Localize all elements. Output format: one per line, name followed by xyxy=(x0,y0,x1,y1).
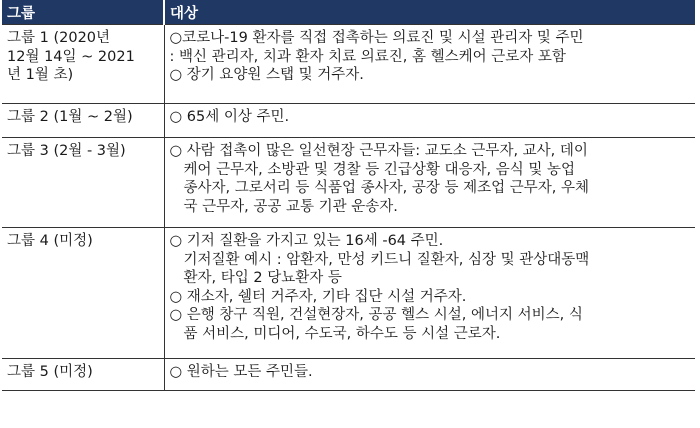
target-cell xyxy=(164,104,695,138)
group-cell xyxy=(2,359,164,391)
table-row-group-1 xyxy=(2,25,695,104)
group-line: 그룹 4 (미정) xyxy=(7,233,93,249)
target-line: 종사자, 그로서리 등 식품업 종사자, 공장 등 제조업 근무자, 우체 xyxy=(183,180,589,196)
target-line: 케어 근무자, 소방관 및 경찰 등 긴급상황 대응자, 음식 및 농업 xyxy=(183,161,575,178)
target-line: 환자, 타입 2 당뇨환자 등 xyxy=(183,270,342,286)
group-line: 그룹 3 (2월 - 3월) xyxy=(7,143,126,159)
target-line: ○ 65세 이상 주민. xyxy=(169,109,290,125)
group-line: 그룹 1 (2020년 xyxy=(7,30,111,46)
header-target: 대상 xyxy=(164,0,695,25)
header-group: 그룹 xyxy=(2,0,164,25)
target-line: 국 근무자, 공공 교통 기관 운송자. xyxy=(183,198,398,215)
table-row-group-3 xyxy=(2,138,695,228)
target-line: 품 서비스, 미디어, 수도국, 하수도 등 시설 근로자. xyxy=(183,325,501,342)
table-header-row xyxy=(2,0,695,25)
group-cell xyxy=(2,138,164,228)
group-line: 그룹 2 (1월 ~ 2월) xyxy=(7,109,133,125)
target-line: ○ 사람 접촉이 많은 일선현장 근무자들: 교도소 근무자, 교사, 데이 xyxy=(169,143,588,159)
target-cell xyxy=(164,359,695,391)
group-line: 그룹 5 (미정) xyxy=(7,364,93,380)
table-row-group-4 xyxy=(2,228,695,359)
target-cell xyxy=(164,25,695,104)
group-cell xyxy=(2,104,164,138)
target-cell xyxy=(164,138,695,228)
group-cell xyxy=(2,25,164,104)
group-line: 년 1월 초) xyxy=(7,67,74,83)
target-line: ○ 재소자, 쉘터 거주자, 기타 집단 시설 거주자. xyxy=(169,288,467,305)
table-row-group-2 xyxy=(2,104,695,138)
target-line: ○ 은행 창구 직원, 건설현장자, 공공 헬스 시설, 에너지 서비스, 식 xyxy=(169,307,583,323)
target-line: ○ 장기 요양원 스탭 및 거주자. xyxy=(169,67,364,83)
table-row-group-5 xyxy=(2,359,695,391)
target-line: ○코로나-19 환자를 직접 접촉하는 의료진 및 시설 관리자 및 주민 xyxy=(169,30,584,46)
target-line: ○ 원하는 모든 주민들. xyxy=(169,364,313,380)
vaccine-priority-table xyxy=(2,0,695,391)
target-cell xyxy=(164,228,695,359)
target-line: 기저질환 예시 : 암환자, 만성 키드니 질환자, 심장 및 관상대동맥 xyxy=(183,251,590,268)
group-line: 12월 14일 ~ 2021 xyxy=(7,48,135,65)
target-line: ○ 기저 질환을 가지고 있는 16세 -64 주민. xyxy=(169,233,444,249)
target-line: : 백신 관리자, 치과 환자 치료 의료진, 홈 헬스케어 근로자 포함 xyxy=(169,48,566,65)
group-cell xyxy=(2,228,164,359)
